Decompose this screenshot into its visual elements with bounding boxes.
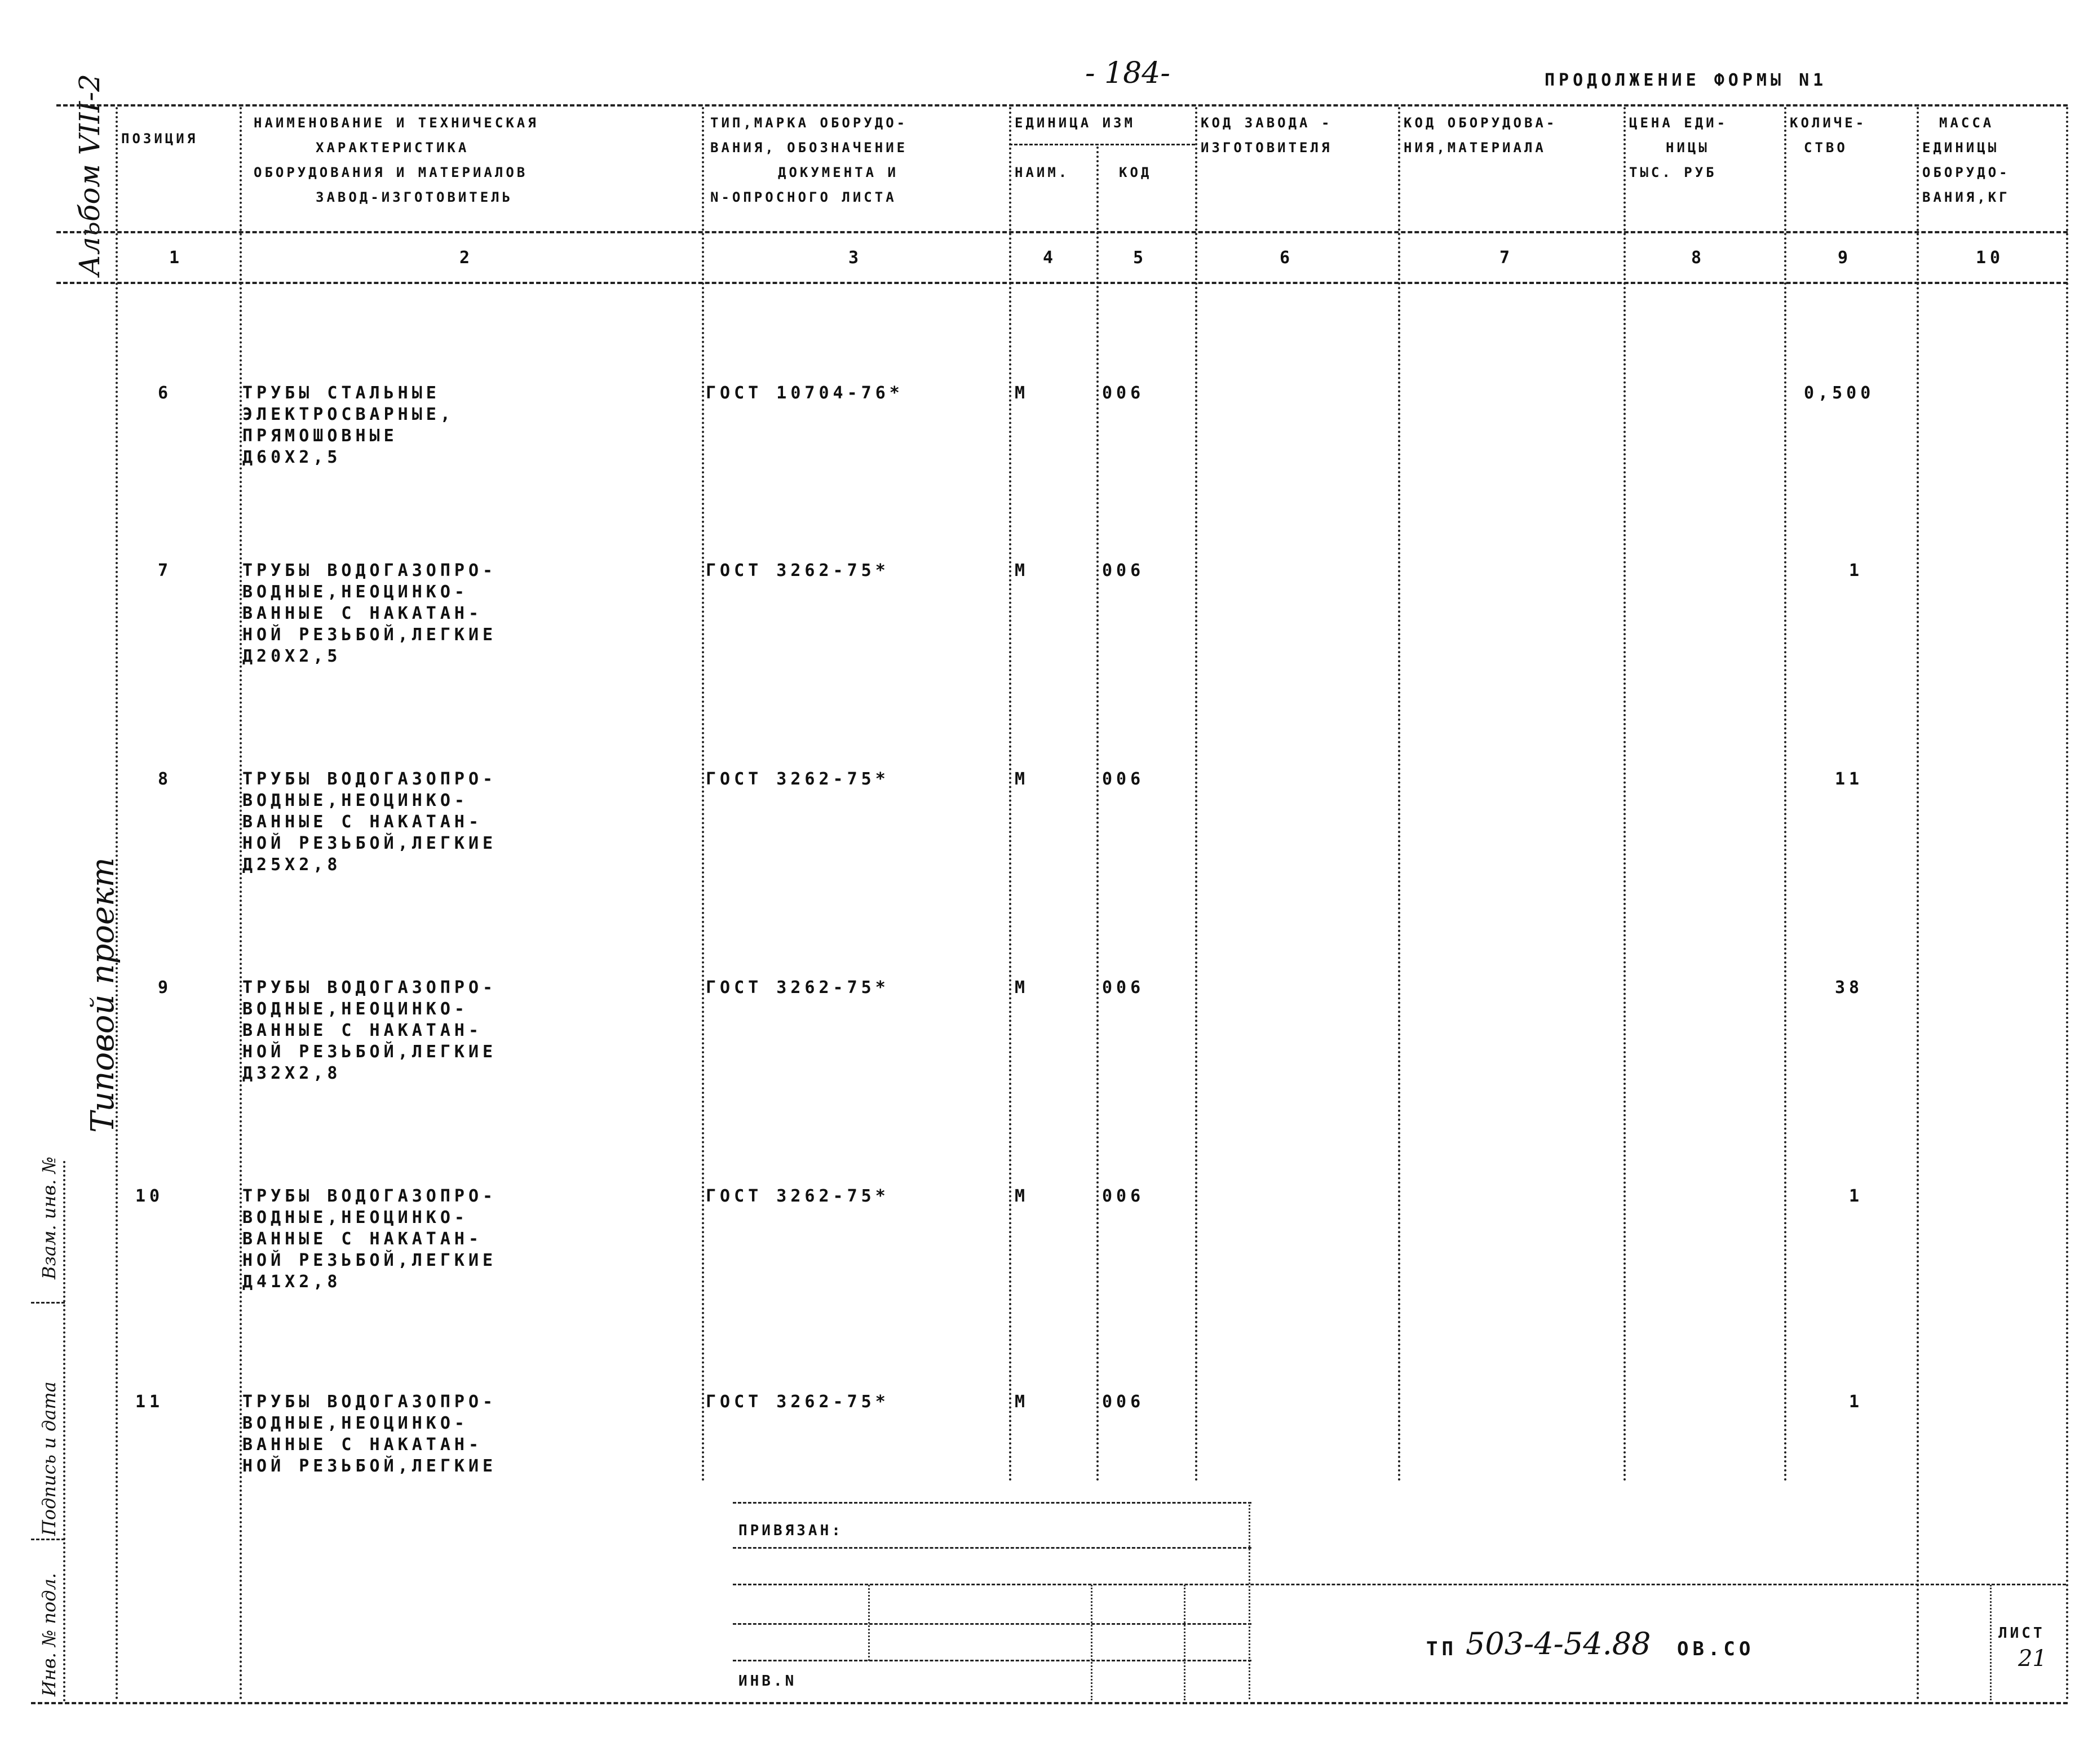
header-name-l2: ХАРАКТЕРИСТИКА (316, 140, 470, 156)
header-name-l4: ЗАВОД-ИЗГОТОВИТЕЛЬ (316, 189, 514, 205)
row-type: ГОСТ 3262-75* (706, 1392, 890, 1412)
stamp-sep-c (1184, 1585, 1185, 1700)
row-name-line: ПРЯМОШОВНЫЕ (242, 426, 398, 446)
colnum-8: 8 (1691, 248, 1706, 268)
header-name-l1: НАИМЕНОВАНИЕ И ТЕХНИЧЕСКАЯ (254, 115, 539, 131)
unit-group-divider (1009, 144, 1195, 145)
stamp-line-4 (733, 1623, 1251, 1625)
col-sep-4 (1096, 147, 1099, 1482)
album-caption: Альбом VIII-2 (73, 74, 106, 276)
doc-suffix: ОВ.СО (1677, 1638, 1755, 1660)
row-name-line: НОЙ РЕЗЬБОЙ,ЛЕГКИЕ (242, 1456, 497, 1476)
header-price-l1: ЦЕНА ЕДИ- (1629, 115, 1728, 131)
inv-label: ИНВ.N (738, 1673, 797, 1690)
row-name-line: Д25Х2,8 (242, 855, 342, 875)
row-name-line: НОЙ РЕЗЬБОЙ,ЛЕГКИЕ (242, 625, 497, 645)
colnum-6: 6 (1280, 248, 1294, 268)
row-unit: М (1015, 978, 1029, 998)
row-name-line: Д41Х2,8 (242, 1272, 342, 1292)
row-unit-code: 006 (1102, 978, 1145, 998)
header-factory-code-l2: ИЗГОТОВИТЕЛЯ (1201, 140, 1333, 156)
row-unit-code: 006 (1102, 769, 1145, 789)
stamp-top-line (733, 1502, 1251, 1504)
colnum-4: 4 (1043, 248, 1058, 268)
header-type-l4: N-ОПРОСНОГО ЛИСТА (710, 189, 897, 205)
stamp-field-vzam: Взам. инв. № (38, 1156, 60, 1279)
colnum-bottom-border (56, 282, 2068, 284)
col-sep-2 (702, 107, 704, 1482)
row-unit: М (1015, 383, 1029, 403)
header-unit-name: НАИМ. (1015, 165, 1070, 180)
header-type-l1: ТИП,МАРКА ОБОРУДО- (710, 115, 908, 131)
colnum-9: 9 (1838, 248, 1852, 268)
row-unit-code: 006 (1102, 383, 1145, 403)
sheet-box-left (1990, 1585, 1992, 1700)
col-sep-6 (1398, 107, 1400, 1482)
row-name-line: ВАННЫЕ С НАКАТАН- (242, 1021, 483, 1040)
margin-divider (63, 1161, 65, 1702)
colnum-2: 2 (459, 248, 474, 268)
row-unit: М (1015, 1392, 1029, 1412)
row-type: ГОСТ 3262-75* (706, 561, 890, 580)
row-qty: 1 (1849, 1392, 1864, 1412)
row-name-line: Д32Х2,8 (242, 1063, 342, 1083)
row-position: 9 (158, 978, 172, 998)
row-type: ГОСТ 10704-76* (706, 383, 904, 403)
row-name-line: НОЙ РЕЗЬБОЙ,ЛЕГКИЕ (242, 1251, 497, 1270)
stamp-line-2 (733, 1547, 1251, 1549)
header-price-l3: ТЫС. РУБ (1629, 165, 1717, 180)
header-equip-code-l2: НИЯ,МАТЕРИАЛА (1404, 140, 1546, 156)
header-mass-l4: ВАНИЯ,КГ (1922, 189, 2010, 205)
stamp-sep-a (868, 1585, 870, 1661)
row-qty: 38 (1835, 978, 1864, 998)
doc-prefix: ТП (1426, 1638, 1457, 1660)
header-type-l2: ВАНИЯ, ОБОЗНАЧЕНИЕ (710, 140, 908, 156)
table-bottom-border (31, 1702, 2068, 1704)
colnum-5: 5 (1133, 248, 1148, 268)
row-position: 11 (135, 1392, 164, 1412)
header-qty-l2: СТВО (1804, 140, 1848, 156)
stamp-field-inv-podl: Инв. № подл. (38, 1572, 60, 1696)
header-mass-l1: МАССА (1939, 115, 1994, 131)
row-name-line: ТРУБЫ СТАЛЬНЫЕ (242, 383, 440, 403)
doc-code-handwritten: 503-4-54.88 (1466, 1626, 1651, 1661)
header-type-l3: ДОКУМЕНТА И (778, 165, 899, 180)
stamp-field-signature: Подпись и дата (38, 1381, 60, 1536)
row-name-line: ТРУБЫ ВОДОГАЗОПРО- (242, 561, 497, 580)
header-mass-l2: ЕДИНИЦЫ (1922, 140, 1999, 156)
row-name-line: ВАННЫЕ С НАКАТАН- (242, 1435, 483, 1455)
row-position: 7 (158, 561, 172, 580)
stamp-line-3 (733, 1584, 2066, 1585)
sheet-number: 21 (2018, 1646, 2047, 1672)
row-name-line: ВОДНЫЕ,НЕОЦИНКО- (242, 582, 468, 602)
stamp-line-5 (733, 1660, 1251, 1661)
table-top-border (56, 104, 2068, 107)
row-name-line: ТРУБЫ ВОДОГАЗОПРО- (242, 1392, 497, 1412)
project-caption: Типовой проект (85, 857, 121, 1133)
row-type: ГОСТ 3262-75* (706, 978, 890, 998)
bound-label: ПРИВЯЗАН: (738, 1522, 843, 1539)
row-name-line: ВАННЫЕ С НАКАТАН- (242, 1229, 483, 1249)
row-qty: 0,500 (1804, 383, 1875, 403)
row-unit-code: 006 (1102, 1392, 1145, 1412)
row-type: ГОСТ 3262-75* (706, 1186, 890, 1206)
margin-split-2 (31, 1539, 65, 1540)
row-unit-code: 006 (1102, 561, 1145, 580)
header-equip-code-l1: КОД ОБОРУДОВА- (1404, 115, 1558, 131)
row-name-line: ВОДНЫЕ,НЕОЦИНКО- (242, 791, 468, 810)
col-sep-1 (240, 107, 242, 1701)
row-type: ГОСТ 3262-75* (706, 769, 890, 789)
row-qty: 11 (1835, 769, 1864, 789)
row-name-line: ЭЛЕКТРОСВАРНЫЕ, (242, 405, 454, 424)
col-sep-8 (1784, 107, 1786, 1482)
header-mass-l3: ОБОРУДО- (1922, 165, 2010, 180)
row-position: 10 (135, 1186, 164, 1206)
col-sep-3 (1009, 107, 1011, 1482)
row-name-line: ВОДНЫЕ,НЕОЦИНКО- (242, 999, 468, 1019)
header-name-l3: ОБОРУДОВАНИЯ И МАТЕРИАЛОВ (254, 165, 528, 180)
header-unit-code: КОД (1119, 165, 1152, 180)
header-qty-l1: КОЛИЧЕ- (1790, 115, 1867, 131)
col-sep-10 (2066, 107, 2068, 1701)
col-sep-5 (1195, 107, 1197, 1482)
col-sep-7 (1623, 107, 1626, 1482)
row-name-line: ТРУБЫ ВОДОГАЗОПРО- (242, 769, 497, 789)
row-name-line: НОЙ РЕЗЬБОЙ,ЛЕГКИЕ (242, 1042, 497, 1062)
row-name-line: ВОДНЫЕ,НЕОЦИНКО- (242, 1413, 468, 1433)
header-unit-group: ЕДИНИЦА ИЗМ (1015, 115, 1135, 131)
col-sep-9 (1917, 107, 1919, 1701)
page-number: - 184- (1085, 56, 1170, 90)
header-position: ПОЗИЦИЯ (121, 131, 198, 147)
continuation-title: ПРОДОЛЖЕНИЕ ФОРМЫ N1 (1545, 70, 1828, 90)
colnum-1: 1 (169, 248, 184, 268)
row-name-line: ТРУБЫ ВОДОГАЗОПРО- (242, 978, 497, 998)
colnum-10: 10 (1976, 248, 2005, 268)
row-unit: М (1015, 1186, 1029, 1206)
row-name-line: ТРУБЫ ВОДОГАЗОПРО- (242, 1186, 497, 1206)
row-position: 8 (158, 769, 172, 789)
sheet-label: ЛИСТ (1998, 1625, 2045, 1642)
row-name-line: ВАННЫЕ С НАКАТАН- (242, 812, 483, 832)
bound-right-edge (1249, 1505, 1250, 1699)
row-name-line: Д60Х2,5 (242, 447, 342, 467)
row-name-line: ВОДНЫЕ,НЕОЦИНКО- (242, 1208, 468, 1227)
row-qty: 1 (1849, 561, 1864, 580)
stamp-sep-b (1091, 1585, 1092, 1700)
header-bottom-border (56, 231, 2068, 233)
row-name-line: ВАННЫЕ С НАКАТАН- (242, 604, 483, 623)
row-unit-code: 006 (1102, 1186, 1145, 1206)
row-qty: 1 (1849, 1186, 1864, 1206)
row-name-line: НОЙ РЕЗЬБОЙ,ЛЕГКИЕ (242, 834, 497, 853)
margin-split-1 (31, 1302, 65, 1304)
row-unit: М (1015, 561, 1029, 580)
col-sep-0 (116, 107, 118, 1701)
colnum-7: 7 (1499, 248, 1514, 268)
row-unit: М (1015, 769, 1029, 789)
header-price-l2: НИЦЫ (1666, 140, 1710, 156)
colnum-3: 3 (848, 248, 863, 268)
header-factory-code-l1: КОД ЗАВОДА - (1201, 115, 1333, 131)
row-name-line: Д20Х2,5 (242, 646, 342, 666)
row-position: 6 (158, 383, 172, 403)
